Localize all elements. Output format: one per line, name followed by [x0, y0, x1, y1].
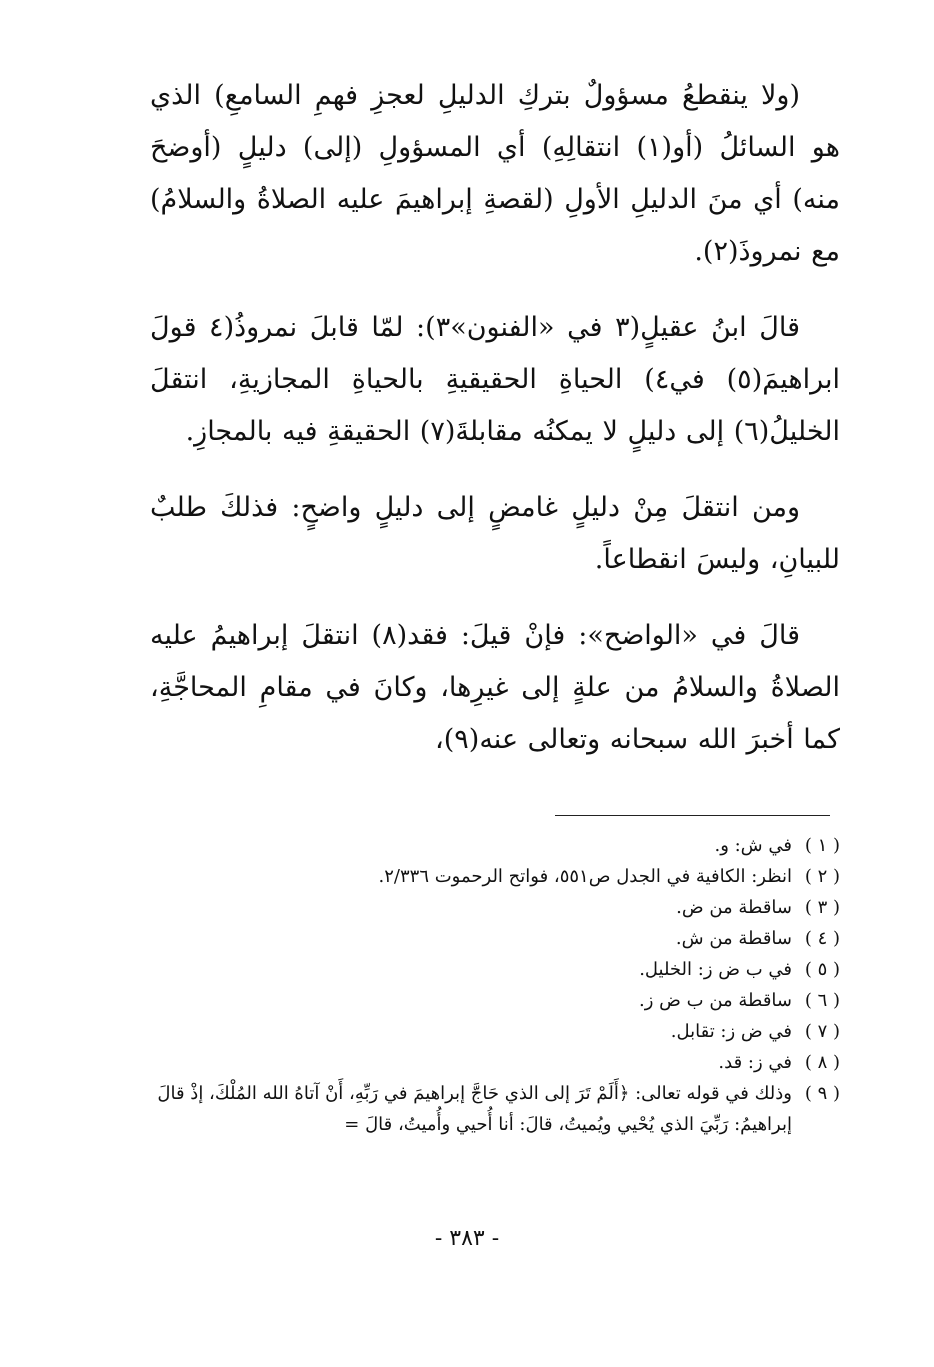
footnote-text: ساقطة من ش. — [675, 928, 792, 949]
footnote-text: انظر: الكافية في الجدل ص٥٥١، فواتح الرحموت ٢/٣٣٦. — [378, 866, 792, 887]
footnote-text: ساقطة من ض. — [676, 897, 792, 918]
footnote-5 — [150, 954, 840, 985]
footnote-number: ( ٥ ) — [804, 959, 840, 980]
paragraph-4: قالَ في «الواضح»: فإنْ قيلَ: فقد(٨) انتقلَ إبراهيمُ عليه الصلاةُ والسلامُ من علةٍ إلى غيرِها، وكانَ في مقامِ المحاجَّةِ، كما أخبرَ الله سبحانه وتعالى عنه(٩)، — [150, 620, 840, 755]
footnote-text: وذلك في قوله تعالى: ﴿أَلَمْ تَرَ إلى الذي حَاجَّ إبراهيمَ في رَبِّهِ، أَنْ آتاهُ الله المُلْكَ، إذْ قالَ إبراهيمُ: رَبِّيَ الذي يُحْيي ويُميتُ، قالَ: أنا أُحيي وأُميتُ، قالَ = — [157, 1083, 792, 1135]
footnote-divider — [555, 815, 830, 816]
footnote-text: في ب ض ز: الخليل. — [639, 959, 792, 980]
footnote-text: في ز: قد. — [718, 1052, 792, 1073]
page-number: - ٣٨٣ - — [434, 1226, 500, 1251]
footnote-text: في ش: و. — [714, 835, 792, 856]
footnote-number: ( ٤ ) — [804, 928, 840, 949]
footnote-9 — [150, 1078, 840, 1140]
footnote-number: ( ٦ ) — [804, 990, 840, 1011]
footnote-3 — [150, 892, 840, 923]
footnote-4 — [150, 923, 840, 954]
footnote-number: ( ١ ) — [804, 835, 840, 856]
footnote-number: ( ٣ ) — [804, 897, 840, 918]
footnote-6 — [150, 985, 840, 1016]
paragraph-3: ومن انتقلَ مِنْ دليلٍ غامضٍ إلى دليلٍ واضحٍ: فذلكَ طلبٌ للبيانِ، وليسَ انقطاعاً. — [150, 492, 840, 575]
footnote-7 — [150, 1016, 840, 1047]
main-text — [150, 70, 840, 790]
footnote-1 — [150, 830, 840, 861]
footnote-text: ساقطة من ب ض ز. — [639, 990, 792, 1011]
footnote-number: ( ٨ ) — [804, 1052, 840, 1073]
footnote-number: ( ٧ ) — [804, 1021, 840, 1042]
footnote-number: ( ٢ ) — [804, 866, 840, 887]
paragraph-2: قالَ ابنُ عقيلٍ(٣ في «الفنون»٣): لمّا قابلَ نمروذُ(٤ قولَ ابراهيمَ(٥) في٤) الحياةِ الحقيقيةِ بالحياةِ المجازيةِ، انتقلَ الخليلُ(٦) إلى دليلٍ لا يمكنُه مقابلةَ(٧) الحقيقةِ فيه بالمجازِ. — [150, 312, 840, 447]
footnote-8 — [150, 1047, 840, 1078]
paragraph-1: (ولا ينقطعُ مسؤولٌ بتركِ الدليلِ لعجزِ فهمِ السامعِ) الذي هو السائلُ (أو(١) انتقالِهِ) أي المسؤولِ (إلى) دليلٍ (أوضحَ منه) أي منَ الدليلِ الأولِ (لقصةِ إبراهيمَ عليه الصلاةُ والسلامُ) مع نمروذَ(٢). — [150, 80, 840, 267]
footnotes — [150, 830, 840, 1140]
footnote-number: ( ٩ ) — [804, 1083, 840, 1104]
footnote-2 — [150, 861, 840, 892]
footnote-text: في ض ز: تقابل. — [670, 1021, 792, 1042]
